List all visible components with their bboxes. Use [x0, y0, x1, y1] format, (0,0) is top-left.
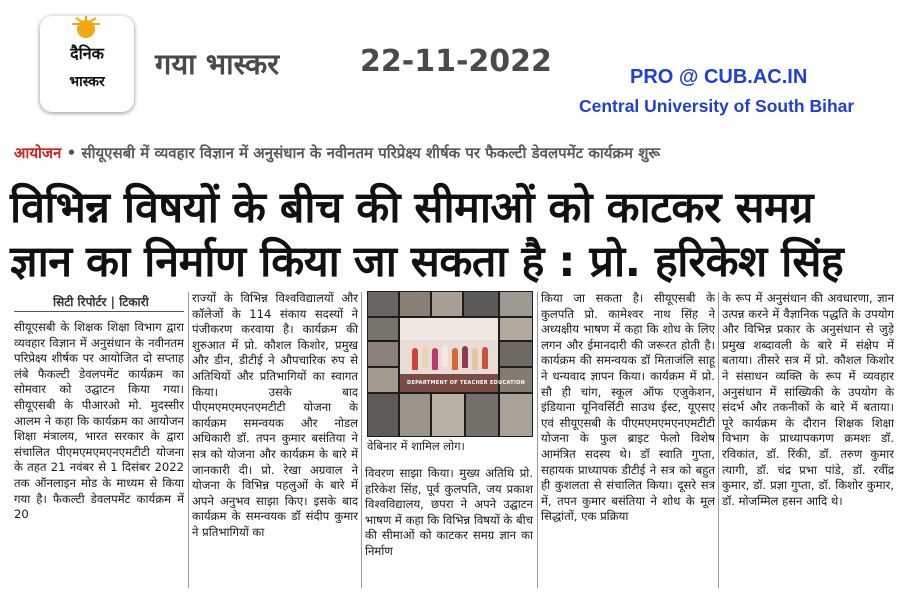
participant-tile	[399, 291, 431, 317]
webinar-photo	[367, 291, 531, 435]
edition-date: 22-11-2022	[360, 44, 552, 79]
column-divider	[718, 292, 719, 588]
byline: सिटी रिपोर्टर | टिकारी	[53, 295, 149, 309]
participant-tile	[499, 317, 533, 341]
kicker-separator: •	[66, 144, 77, 162]
article-column-1: सीयूएसबी के शिक्षक शिक्षा विभाग द्वारा व्यवहार विज्ञान में अनुसंधान के नवीनतम परिप्रेक्ष्य शीर्षक पर आयोजित दो सप्ताह लंबे फैकल्टी डेवलपमेंट कार्यक्रम का सोमवार को उद्घाटन किया गया। सीयूएसबी के पीआरओ मो. मुदस्सीर आलम ने कहा कि कार्यक्रम का आयोजन शिक्षा मंत्रालय, भारत सरकार के द्वारा संचालित पीएमएमएमएनएमटीटी योजना के तहत 21 नवंबर से 1 दिसंबर 2022 तक ऑनलाइन मोड के माध्यम से किया गया है। फैकल्टी डेवलपमेंट कार्यक्रम में 20	[14, 320, 184, 522]
column-divider	[537, 292, 538, 588]
headline-line-1: विभिन्न विषयों के बीच की सीमाओं को काटकर समग्र	[10, 183, 813, 233]
university-name: Central University of South Bihar	[579, 96, 855, 116]
participant-tile	[367, 367, 399, 393]
photo-banner-text: DEPARTMENT OF TEACHER EDUCATION	[407, 380, 526, 386]
participant-tile	[465, 393, 499, 437]
kicker-line	[14, 143, 894, 165]
participant-tile	[431, 393, 465, 437]
edition-name: गया भास्कर	[155, 47, 280, 81]
participant-tile	[367, 341, 399, 367]
participant-tile	[367, 317, 399, 341]
photo-caption: वेबिनार में शामिल लोग।	[367, 439, 465, 453]
participant-tile	[399, 393, 431, 437]
byline-divider	[14, 311, 184, 312]
participant-tile	[463, 291, 499, 317]
logo-text-bottom: भास्कर	[69, 74, 105, 90]
participant-tile	[499, 291, 533, 317]
article-column-4: किया जा सकता है। सीयूएसबी के कुलपति प्रो. कामेश्वर नाथ सिंह ने अध्यक्षीय भाषण में कहा कि शोध के लिए लगन और ईमानदारी की जरूरत होती है। कार्यक्रम की समन्वयक डॉ मिताजंलि साहू ने धन्यवाद ज्ञापन किया। कार्यक्रम में प्रो. सौ ही चांग, स्कूल ऑफ एजुकेशन, इंडियाना यूनिवर्सिटी साउथ ईस्ट, यूएसए एवं सीयूएसबी के पीएमएमएमएनएमटीटी योजना के फुल ब्राइट फेलो विशेष आमंत्रित सदस्य थे। डॉ स्वाति गुप्ता, सहायक प्राध्यापक डीटीई ने सत्र को बहुत ही कुशलता से संचालित किया। दूसरे सत्र में, तपन कुमार बसंतिया ने शोध के मूल सिद्धांतों, एक प्रक्रिया	[541, 291, 715, 524]
kicker-label: आयोजन	[14, 144, 62, 162]
article-column-5: के रूप में अनुसंधान की अवधारणा, ज्ञान उत्पन्न करने में वैज्ञानिक पद्धति के उपयोग और विभिन्न प्रकार के अनुसंधान से जुड़े प्रमुख शब्दावली के बारे में संक्षेप में बताया। तीसरे सत्र में प्रो. कौशल किशोर ने संसाधन व्यक्ति के रूप में व्यवहार अनुसंधान में सांख्यिकी के उपयोग के संदर्भ और तकनीकों के बारे में बताया। पूरे कार्यक्रम के दौरान शिक्षक शिक्षा विभाग के प्राध्यापकगण क्रमशः डॉ. रविकांत, डॉ. रिंकी, डॉ. तरुण कुमार त्यागी, डॉ. चंद्र प्रभा पांडे, डॉ. रवींद्र कुमार, डॉ. प्रज्ञा गुप्ता, डॉ. किशोर कुमार, डॉ. मोजम्मिल हसन आदि थे।	[722, 291, 894, 508]
pro-contact: PRO @ CUB.AC.IN	[630, 66, 808, 88]
participant-tile	[367, 291, 399, 317]
logo-text-top: दैनिक	[70, 44, 104, 63]
article-column-3: विवरण साझा किया। मुख्य अतिथि प्रो. हरिकेश सिंह, पूर्व कुलपति, जय प्रकाश विश्वविद्यालय, छपरा ने अपने उद्घाटन भाषण में कहा कि विभिन्न विषयों के बीच की सीमाओं को काटकर समग्र ज्ञान का निर्माण	[365, 466, 533, 558]
article-column-2: राज्यों के विभिन्न विश्वविद्यालयों और कॉलेजों के 114 संकाय सदस्यों ने पंजीकरण करवाया है। कार्यक्रम की शुरुआत में प्रो. कौशल किशोर, प्रमुख और डीन, डीटीई ने औपचारिक रुप से अतिथियों और प्रतिभागियों का स्वागत किया। उसके बाद पीएमएमएमएनएमटीटी योजना के कार्यक्रम समन्वयक और नोडल अधिकारी डॉ. तपन कुमार बसंतिया ने सत्र को योजना और कार्यक्रम के बारे में जानकारी दी। प्रो. रेखा अग्रवाल ने योजना के विभिन्न पहलुओं के बारे में अपने अनुभव साझा किए। इसके बाद कार्यक्रम के समन्वयक डॉ संदीप कुमार ने प्रतिभागियों का	[192, 291, 358, 539]
column-divider	[188, 292, 189, 588]
kicker-text: सीयूएसबी में व्यवहार विज्ञान में अनुसंधान के नवीनतम परिप्रेक्ष्य शीर्षक पर फैकल्टी डेवलपमेंट कार्यक्रम शुरू	[81, 144, 661, 162]
participant-tile	[499, 341, 533, 367]
sun-icon	[77, 20, 95, 38]
headline-line-2: ज्ञान का निर्माण किया जा सकता है : प्रो. हरिकेश सिंह	[10, 237, 844, 287]
participant-tile	[431, 291, 463, 317]
column-divider	[361, 292, 362, 588]
newspaper-logo	[40, 16, 134, 112]
participant-tile	[499, 393, 533, 437]
participant-tile	[367, 393, 399, 437]
